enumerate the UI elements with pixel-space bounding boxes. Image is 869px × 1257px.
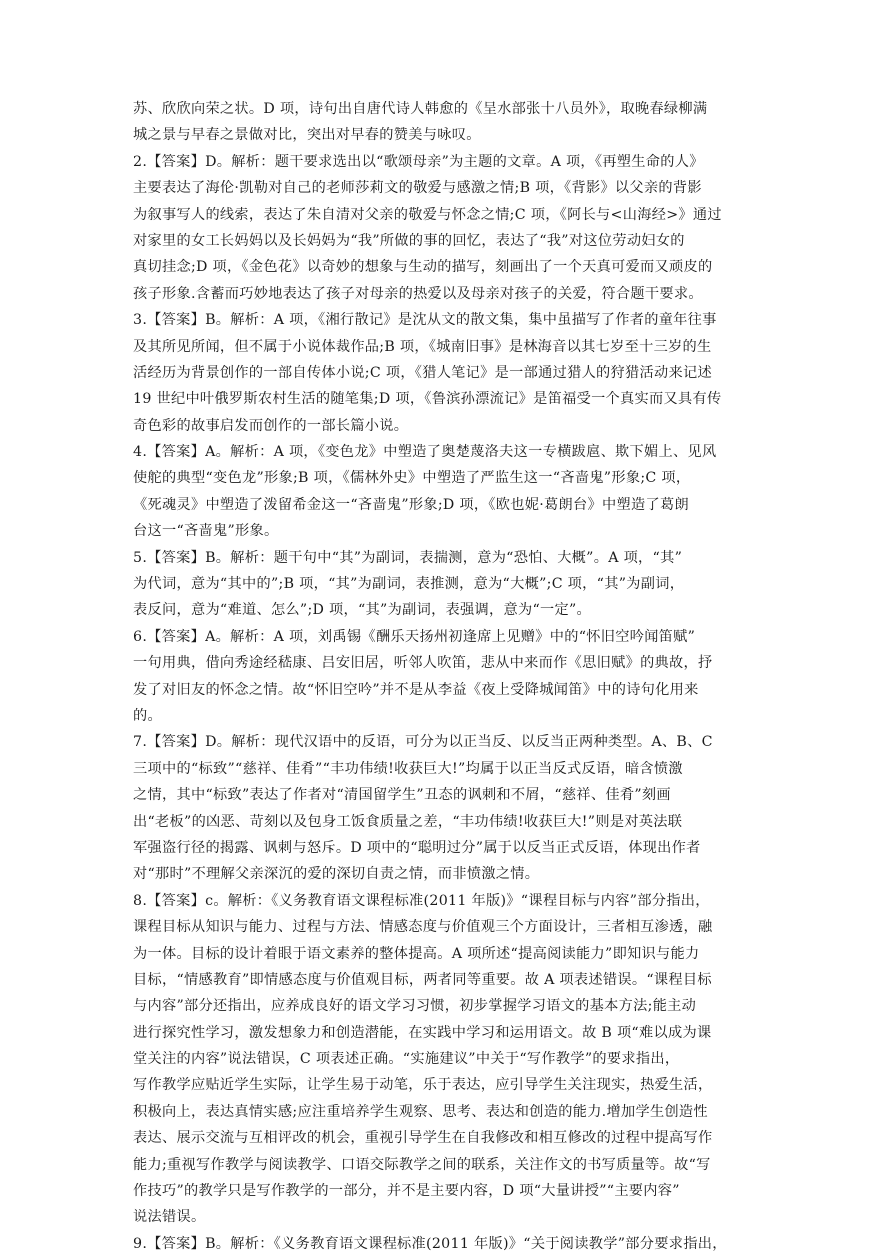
text-line: 积极向上，表达真情实感;应注重培养学生观察、思考、表达和创造的能力.增加学生创造性 [133,1103,708,1120]
text-line: 堂关注的内容”说法错误，C 项表述正确。“实施建议”中关于“写作教学”的要求指出， [133,1051,680,1068]
text-line: 三项中的“标致”“慈祥、佳肴”“丰功伟绩!收获巨大!”均属于以正当反式反语，暗含愤激 [133,760,683,777]
text-line: 表达、展示交流与互相评改的机会，重视引导学生在自我修改和相互修改的过程中提高写作 [133,1130,713,1147]
text-line: 孩子形象.含蓄而巧妙地表达了孩子对母亲的热爱以及母亲对孩子的关爱，符合题干要求。 [133,285,703,302]
text-line: 为代词，意为“其中的”;B 项，“其”为副词，表推测，意为“大概”;C 项，“其”为副词， [133,576,685,593]
text-line: 能力;重视写作教学与阅读教学、口语交际教学之间的联系，关注作文的书写质量等。故“写 [133,1156,711,1173]
text-line: 军强盗行径的揭露、讽刺与怒斥。D 项中的“聪明过分”属于以反当正式反语，体现出作者 [133,839,701,856]
text-line: 对“那时”不理解父亲深沉的爱的深切自责之情，而非愤激之情。 [133,866,540,883]
text-line: 目标，“情感教育”即情感态度与价值观目标，两者同等重要。故 A 项表述错误。“课程目标 [133,971,712,988]
text-line: 发了对旧友的怀念之情。故“怀旧空吟”并不是从李益《夜上受降城闻笛》中的诗句化用来 [133,681,699,698]
text-line: 真切挂念;D 项，《金色花》以奇妙的想象与生动的描写，刻画出了一个天真可爱而又顽皮的 [133,259,713,276]
text-line: 与内容”部分还指出，应养成良好的语文学习习惯，初步掌握学习语文的基本方法;能主动 [133,998,697,1015]
text-line: 的。 [133,707,162,724]
text-line: 9.【答案】B。解析：《义务教育语文课程标准(2011 年版)》“关于阅读教学”部分要求指出， [133,1235,727,1252]
text-line: 城之景与早春之景做对比，突出对早春的赞美与咏叹。 [133,127,481,144]
text-line: 3.【答案】B。解析：A 项，《湘行散记》是沈从文的散文集，集中虽描写了作者的童年往事 [133,312,717,329]
text-line: 进行探究性学习，激发想象力和创造潜能，在实践中学习和运用语文。故 B 项“难以成为课 [133,1024,712,1041]
text-line: 作技巧”的教学只是写作教学的一部分，并不是主要内容，D 项“大量讲授”“主要内容” [133,1183,680,1200]
text-line: 出“老板”的凶恶、苛刻以及包身工饭食质量之差，“丰功伟绩!收获巨大!”则是对英法联 [133,813,683,830]
text-line: 8.【答案】c。解析：《义务教育语文课程标准(2011 年版)》“课程目标与内容”部分指出， [133,892,710,909]
text-line: 活经历为背景创作的一部自传体小说;C 项，《猎人笔记》是一部通过猎人的狩猎活动来记述 [133,364,712,381]
text-line: 写作教学应贴近学生实际，让学生易于动笔，乐于表达，应引导学生关注现实，热爱生活， [133,1077,713,1094]
text-line: 19 世纪中叶俄罗斯农村生活的随笔集;D 项，《鲁滨孙漂流记》是笛福受一个真实而又具有传 [133,391,722,408]
text-line: 使舵的典型“变色龙”形象;B 项，《儒林外史》中塑造了严监生这一“吝啬鬼”形象;C 项， [133,470,691,487]
text-line: 6.【答案】A。解析：A 项，刘禹锡《酬乐天扬州初逢席上见赠》中的“怀旧空吟闻笛赋” [133,628,696,645]
text-line: 4.【答案】A。解析：A 项，《变色龙》中塑造了奥楚蔑洛夫这一专横跋扈、欺下媚上、见风 [133,444,717,461]
text-line: 一句用典，借向秀途经嵇康、吕安旧居，听邻人吹笛，悲从中来而作《思旧赋》的典故，抒 [133,655,713,672]
text-line: 之情，其中“标致”表达了作者对“清国留学生”丑态的讽刺和不屑，“慈祥、佳肴”刻画 [133,787,671,804]
text-line: 为叙事写人的线索，表达了朱自清对父亲的敬爱与怀念之情;C 项，《阿长与<山海经>》通过 [133,206,722,223]
text-line: 说法错误。 [133,1209,206,1226]
text-line: 奇色彩的故事启发而创作的一部长篇小说。 [133,417,409,434]
text-line: 2.【答案】D。解析：题干要求选出以“歌颂母亲”为主题的文章。A 项，《再塑生命的人》 [133,153,704,170]
text-line: 主要表达了海伦·凯勒对自己的老师莎莉文的敬爱与感激之情;B 项，《背影》以父亲的背影 [133,180,702,197]
text-line: 对家里的女工长妈妈以及长妈妈为“我”所做的事的回忆，表达了“我”对这位劳动妇女的 [133,232,685,249]
text-line: 及其所见所闻，但不属于小说体裁作品;B 项，《城南旧事》是林海音以其七岁至十三岁的生 [133,338,712,355]
text-line: 7.【答案】D。解析：现代汉语中的反语，可分为以正当反、以反当正两种类型。A、B、C [133,734,713,751]
text-line: 课程目标从知识与能力、过程与方法、情感态度与价值观三个方面设计，三者相互渗透，融 [133,919,713,936]
text-line: 《死魂灵》中塑造了泼留希金这一“吝啬鬼”形象;D 项，《欧也妮·葛朗台》中塑造了葛朗 [133,496,689,513]
text-line: 苏、欣欣向荣之状。D 项，诗句出自唐代诗人韩愈的《呈水部张十八员外》，取晚春绿柳满 [133,101,708,117]
text-line: 表反问，意为“难道、怎么”;D 项，“其”为副词，表强调，意为“一定”。 [133,602,592,619]
text-line: 为一体。目标的设计着眼于语文素养的整体提高。A 项所述“提高阅读能力”即知识与能力 [133,945,700,962]
text-line: 5.【答案】B。解析：题干句中“其”为副词，表揣测，意为“恐怕、大概”。A 项，“其” [133,549,683,566]
text-line: 台这一“吝啬鬼”形象。 [133,523,279,540]
answer-explanations-text [133,96,739,1257]
